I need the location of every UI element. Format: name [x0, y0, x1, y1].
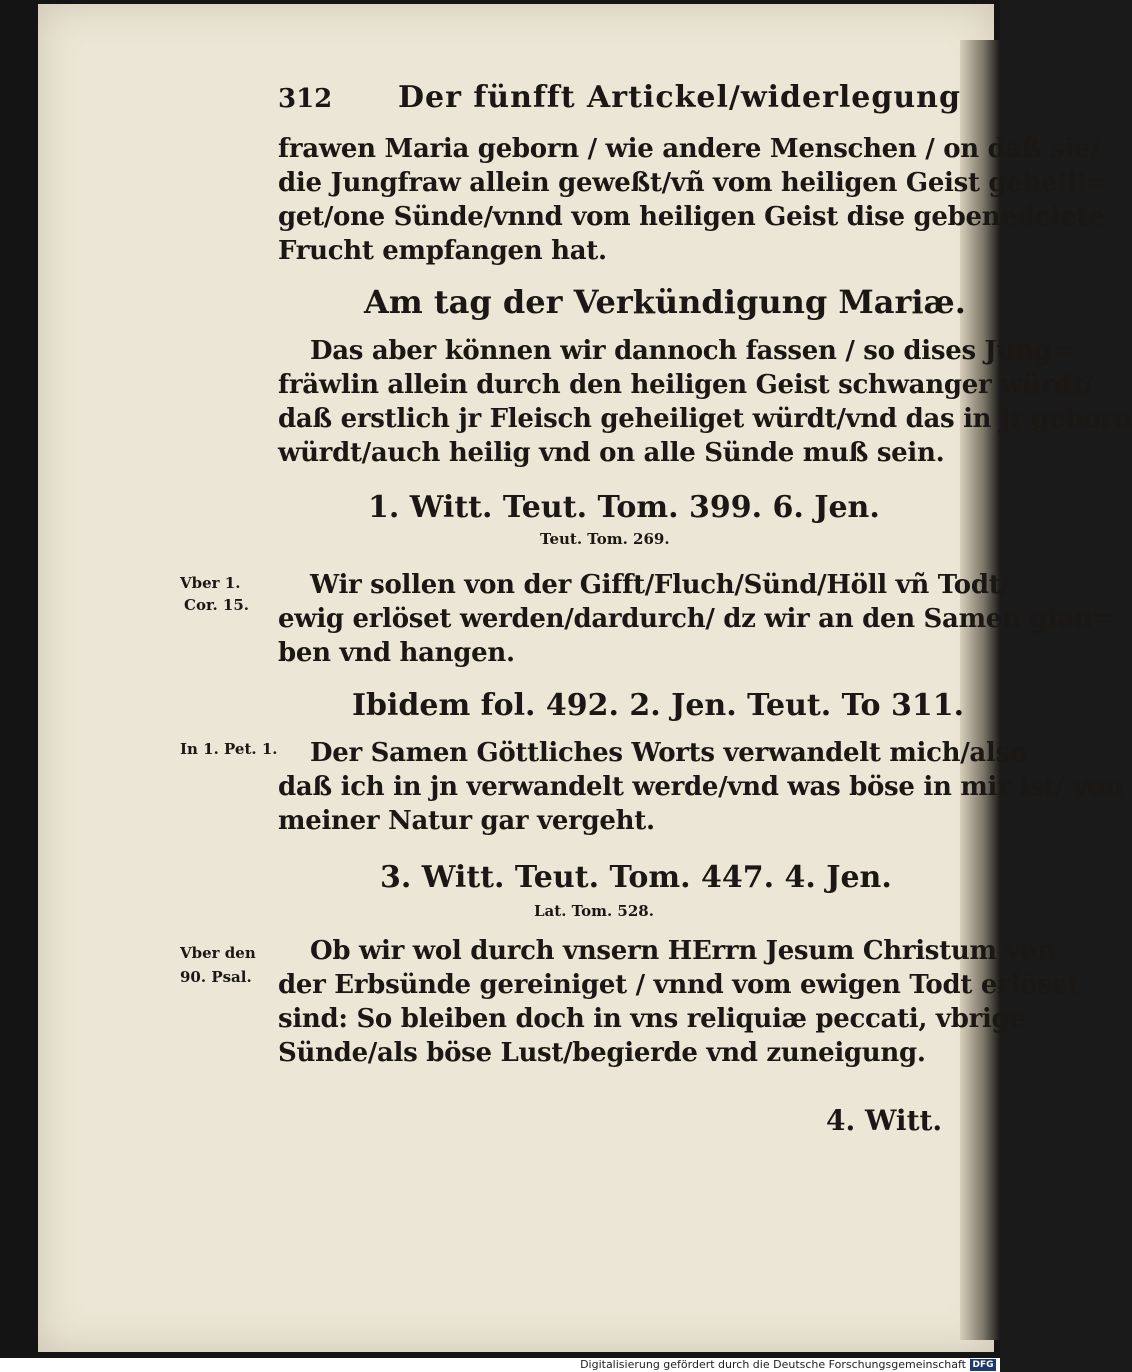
- text-line: Wir sollen von der Gifft/Fluch/Sünd/Höll vñ Todt/: [310, 570, 1010, 600]
- margin-note: In 1. Pet. 1.: [180, 740, 278, 758]
- text-line: Der Samen Göttliches Worts verwandelt mich/also: [310, 738, 1027, 768]
- text-line: frawen Maria geborn / wie andere Menschen / on daß sie/: [278, 134, 1100, 164]
- section-heading: Am tag der Verkündigung Mariæ.: [364, 283, 966, 321]
- citation-subreference: Lat. Tom. 528.: [534, 902, 654, 920]
- margin-note: 90. Psal.: [180, 968, 252, 986]
- text-line: der Erbsünde gereiniget / vnnd vom ewigen Todt erlöset: [278, 970, 1080, 1000]
- text-line: sind: So bleiben doch in vns reliquiæ peccati, vbrige: [278, 1004, 1026, 1034]
- running-head: Der fünfft Artickel/widerlegung: [398, 80, 961, 115]
- text-line: Frucht empfangen hat.: [278, 236, 607, 266]
- dfg-logo: DFG: [970, 1359, 996, 1371]
- page-edge-shadow: [960, 40, 1000, 1340]
- text-line: Sünde/als böse Lust/begierde vnd zuneigung.: [278, 1038, 926, 1068]
- text-line: Ob wir wol durch vnsern HErrn Jesum Christum von: [310, 936, 1056, 966]
- margin-note: Cor. 15.: [184, 596, 250, 614]
- text-line: meiner Natur gar vergeht.: [278, 806, 655, 836]
- text-line: fräwlin allein durch den heiligen Geist schwanger würdt/: [278, 370, 1093, 400]
- margin-note: Vber 1.: [180, 574, 241, 592]
- text-line: ben vnd hangen.: [278, 638, 515, 668]
- funding-credit: Digitalisierung gefördert durch die Deutsche Forschungsgemeinschaft: [580, 1358, 966, 1371]
- citation-reference: Ibidem fol. 492. 2. Jen. Teut. To 311.: [352, 688, 965, 723]
- text-line: Das aber können wir dannoch fassen / so dises Jung=: [310, 336, 1074, 366]
- text-line: ewig erlöset werden/dardurch/ dz wir an den Samen glau=: [278, 604, 1114, 634]
- citation-reference: 3. Witt. Teut. Tom. 447. 4. Jen.: [380, 860, 892, 895]
- text-line: daß ich in jn verwandelt werde/vnd was böse in mir ist/ von: [278, 772, 1124, 802]
- text-line: würdt/auch heilig vnd on alle Sünde muß sein.: [278, 438, 945, 468]
- citation-subreference: Teut. Tom. 269.: [540, 530, 670, 548]
- page-number: 312: [278, 84, 333, 114]
- text-line: daß erstlich jr Fleisch geheiliget würdt/vnd das in jr geborn: [278, 404, 1132, 434]
- digitization-footer: [0, 1358, 1000, 1372]
- text-line: get/one Sünde/vnnd vom heiligen Geist dise gebenedeiete: [278, 202, 1105, 232]
- text-line: die Jungfraw allein geweßt/vñ vom heiligen Geist geheili=: [278, 168, 1108, 198]
- citation-reference: 1. Witt. Teut. Tom. 399. 6. Jen.: [368, 490, 880, 525]
- catchword: 4. Witt.: [826, 1104, 943, 1137]
- margin-note: Vber den: [180, 944, 256, 962]
